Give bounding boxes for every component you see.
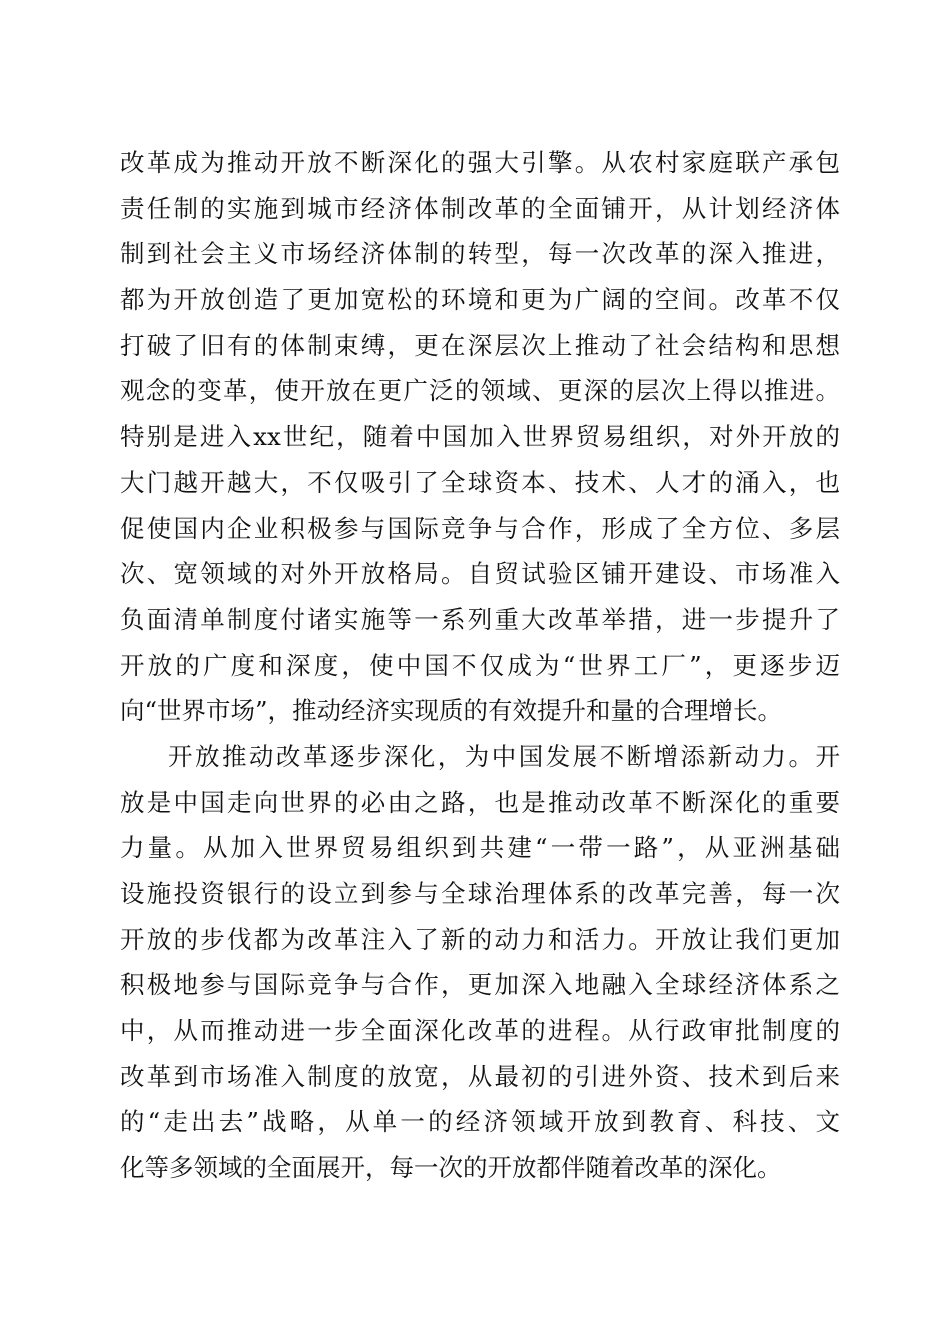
text-line: 开放的步伐都为改革注入了新的动力和活力。开放让我们更加 — [120, 924, 840, 954]
text-line: 化等多领域的全面展开，每一次的开放都伴随着改革的深化。 — [120, 1153, 782, 1183]
text-line: 改革成为推动开放不断深化的强大引擎。从农村家庭联产承包 — [120, 148, 840, 177]
text-line: 责任制的实施到城市经济体制改革的全面铺开，从计划经济体 — [120, 193, 840, 223]
text-line: 的“走出去”战略，从单一的经济领域开放到教育、科技、文 — [120, 1107, 840, 1137]
body-text — [120, 140, 840, 1191]
text-line: 次、宽领域的对外开放格局。自贸试验区铺开建设、市场准入 — [120, 559, 840, 589]
text-line: 力量。从加入世界贸易组织到共建“一带一路”，从亚洲基础 — [120, 833, 840, 863]
text-line: 促使国内企业积极参与国际竞争与合作，形成了全方位、多层 — [120, 513, 840, 543]
paragraph-1 — [120, 140, 840, 734]
text-line: 观念的变革，使开放在更广泛的领域、更深的层次上得以推进。 — [120, 376, 840, 406]
text-line: 特别是进入xx世纪，随着中国加入世界贸易组织，对外开放的 — [120, 422, 840, 452]
text-line: 大门越开越大，不仅吸引了全球资本、技术、人才的涌入，也 — [120, 467, 840, 497]
text-line: 打破了旧有的体制束缚，更在深层次上推动了社会结构和思想 — [120, 330, 840, 360]
text-line: 向“世界市场”，推动经济实现质的有效提升和量的合理增长。 — [120, 696, 783, 726]
text-line: 改革到市场准入制度的放宽，从最初的引进外资、技术到后来 — [120, 1061, 840, 1091]
text-line: 放是中国走向世界的必由之路，也是推动改革不断深化的重要 — [120, 787, 840, 817]
text-line: 开放推动改革逐步深化，为中国发展不断增添新动力。开 — [168, 741, 840, 771]
text-line: 开放的广度和深度，使中国不仅成为“世界工厂”，更逐步迈 — [120, 650, 840, 680]
text-line: 积极地参与国际竞争与合作，更加深入地融入全球经济体系之 — [120, 970, 840, 1000]
text-line: 负面清单制度付诸实施等一系列重大改革举措，进一步提升了 — [120, 604, 840, 634]
text-line: 中，从而推动进一步全面深化改革的进程。从行政审批制度的 — [120, 1016, 840, 1046]
text-line: 设施投资银行的设立到参与全球治理体系的改革完善，每一次 — [120, 879, 840, 908]
paragraph-2 — [120, 734, 840, 1191]
text-line: 制到社会主义市场经济体制的转型，每一次改革的深入推进， — [120, 239, 840, 269]
text-line: 都为开放创造了更加宽松的环境和更为广阔的空间。改革不仅 — [120, 285, 840, 315]
